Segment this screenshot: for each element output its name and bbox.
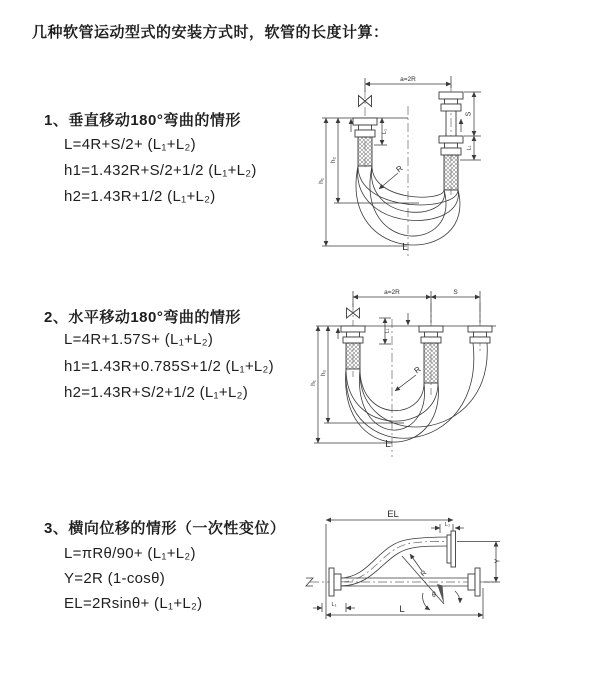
dim-l1-right-label: L₁ — [466, 145, 473, 151]
radius-label: R — [412, 364, 423, 376]
dim-h2-label: h₂ — [330, 156, 337, 164]
section-2-formula-h2: h2=1.43R+S/2+1/2 (L₁+L₂) — [64, 384, 249, 401]
angle-wedge — [437, 584, 444, 604]
dim-l1-left-label: L₁ — [331, 602, 337, 608]
section-1-formula-h1: h1=1.432R+S/2+1/2 (L₁+L₂) — [64, 162, 257, 179]
radius-label: R — [419, 569, 429, 579]
braided-hose-section — [346, 343, 360, 369]
braided-hose-section — [444, 155, 458, 190]
right-flange-fitting — [468, 568, 480, 596]
braided-hose-section — [358, 137, 372, 166]
hose-arcs — [346, 343, 488, 442]
dim-y-label: Y — [494, 558, 502, 564]
length-label: L — [385, 439, 391, 450]
dim-l1-label: L₁ — [384, 328, 391, 334]
angle-arc-left — [423, 593, 430, 610]
right-pipe-fitting — [468, 326, 492, 343]
radius-leader — [410, 554, 422, 571]
dim-a2r-label: a=2R — [400, 76, 416, 83]
section-1-formula-h2: h2=1.43R+1/2 (L₁+L₂) — [64, 188, 216, 205]
diagram-horizontal-180-bend — [308, 283, 598, 463]
section-1-formula-L: L=4R+S/2+ (L₁+L₂) — [64, 136, 196, 153]
top-right-flange-fitting — [447, 531, 456, 567]
section-2-formula-h1: h1=1.43R+0.785S+1/2 (L₁+L₂) — [64, 358, 274, 375]
section-2-formula-L: L=4R+1.57S+ (L₁+L₂) — [64, 331, 214, 348]
dim-h2-label: h₂ — [320, 369, 327, 377]
length-label: L — [402, 242, 408, 253]
angle-arc-right — [455, 591, 460, 603]
dim-s-label: S — [453, 289, 458, 296]
hose-s-curve — [340, 537, 451, 586]
dim-a2r-label: a=2R — [384, 289, 400, 296]
section-3-formula-Y: Y=2R (1-cosθ) — [64, 570, 166, 587]
length-label: L — [399, 604, 405, 615]
dim-h1-label: h₁ — [310, 380, 317, 386]
right-extension-lines — [374, 92, 481, 160]
dim-h1-label: h₁ — [318, 178, 325, 184]
page-title: 几种软管运动型式的安装方式时，软管的长度计算： — [32, 24, 389, 41]
radius-label: R — [394, 163, 405, 175]
angle-label: θ — [432, 592, 436, 599]
diagram-vertical-180-bend — [308, 68, 598, 263]
section-3-formula-EL: EL=2Rsinθ+ (L₁+L₂) — [64, 595, 203, 612]
left-flange-fitting — [329, 568, 341, 596]
dim-el-label: EL — [387, 509, 399, 520]
dim-s-label: S — [465, 111, 473, 117]
section-3-heading: 3、横向位移的情形（一次性变位） — [44, 520, 286, 537]
left-pipe-fitting — [353, 118, 377, 166]
braided-hose-section — [424, 343, 438, 383]
radius-leader — [395, 375, 416, 391]
left-pipe-fitting — [341, 326, 365, 369]
dim-l1-label: L₁ — [382, 129, 388, 134]
section-2-heading: 2、水平移动180°弯曲的情形 — [44, 309, 241, 326]
right-pipe-fitting — [439, 92, 463, 190]
top-extension-lines — [353, 291, 480, 323]
section-3-formula-L: L=πRθ/90+ (L₁+L₂) — [64, 545, 196, 562]
radius-line — [402, 556, 444, 604]
dim-l1-top-label: L₁ — [445, 522, 450, 528]
radius-leader — [379, 173, 398, 189]
middle-pipe-fitting — [419, 326, 443, 383]
section-1-heading: 1、垂直移动180°弯曲的情形 — [44, 112, 241, 129]
diagram-lateral-displacement — [298, 498, 598, 658]
hose-centerline — [340, 542, 446, 583]
extension-lines — [322, 524, 500, 619]
